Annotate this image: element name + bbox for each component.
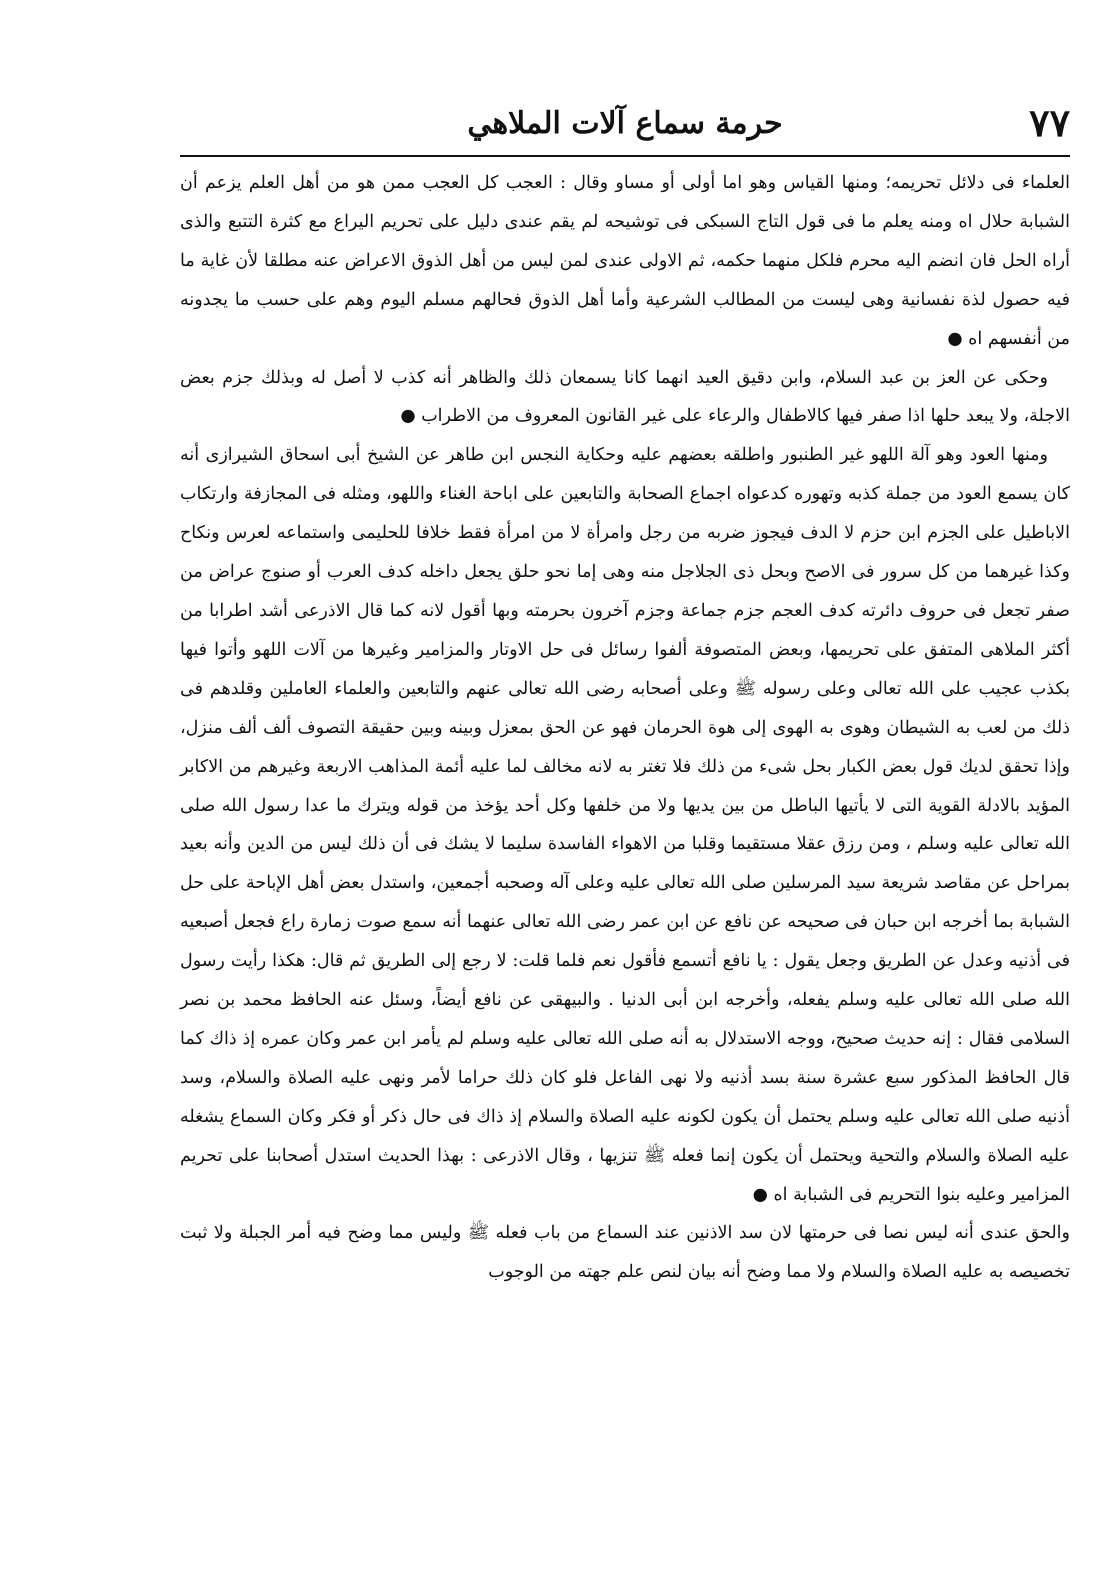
paragraph-1: العلماء فى دلائل تحريمه؛ ومنها القياس وهو اما أولى أو مساو وقال : العجب كل العجب ممن هو من أهل العلم يزعم أن الشبابة حلال اه ومنه يعلم ما فى قول التاج السبكى فى توشيحه لم يقم عندى دليل على تحريم اليراع مع كثرة التتبع والذى أراه الحل فان انضم اليه محرم فلكل منهما حكمه، ثم الاولى عندى لمن ليس من أهل الذوق الاعراض عنه مطلقا لأن غاية ما فيه حصول لذة نفسانية وهى ليست من المطالب الشرعية وأما أهل الذوق فحالهم مسلم اليوم وهم على حسب ما يجدونه من أنفسهم اه ● <box>180 173 1070 349</box>
paragraph-3: ومنها العود وهو آلة اللهو غير الطنبور واطلقه بعضهم عليه وحكاية النجس ابن طاهر عن الشيخ أبى اسحاق الشيرازى أنه كان يسمع العود من جملة كذبه وتهوره كدعواه اجماع الصحابة والتابعين على اباحة الغناء واللهو، ومثله فى المجازفة وارتكاب الاباطيل على الجزم ابن حزم لا الدف فيجوز ضربه من رجل وامرأة لا من امرأة فقط خلافا للحليمى واستماعه لعرس ونكاح وكذا غيرهما من كل سرور فى الاصح وبحل ذى الجلاجل منه وهى إما نحو حلق يجعل داخله كدف العرب أو صنوج عراض من صفر تجعل فى حروف دائرته كدف العجم جزم جماعة وجزم آخرون بحرمته وبها أقول لانه كما قال الاذرعى أشد اطرابا من أكثر الملاهى المتفق على تحريمها، وبعض المتصوفة ألفوا رسائل فى حل الاوتار والمزامير وغيرها من آلات اللهو وأتوا فيها بكذب عجيب على الله تعالى وعلى رسوله ﷺ وعلى أصحابه رضى الله تعالى عنهم والتابعين والعلماء العاملين وقلدهم فى ذلك من لعب به الشيطان وهوى به الهوى إلى هوة الحرمان فهو عن الحق بمعزل وبينه وبين حقيقة التصوف ألف ألف منزل، وإذا تحقق لديك قول بعض الكبار بحل شىء من ذلك فلا تغتر به لانه مخالف لما عليه أئمة المذاهب الاربعة وغيرهم من الاكابر المؤيد بالادلة القوية التى لا يأتيها الباطل من بين يديها ولا من خلفها وكل أحد يؤخذ من قوله ويترك ما عدا رسول الله صلى الله تعالى عليه وسلم ، ومن رزق عقلا مستقيما وقلبا من الاهواء الفاسدة سليما لا يشك فى أن ذلك ليس من الدين وأنه بعيد بمراحل عن مقاصد شريعة سيد المرسلين صلى الله تعالى عليه وعلى آله وصحبه أجمعين، واستدل بعض أهل الإباحة على حل الشبابة بما أخرجه ابن حبان فى صحيحه عن نافع عن ابن عمر رضى الله تعالى عنهما أنه سمع صوت زمارة راع فجعل أصبعيه فى أذنيه وعدل عن الطريق وجعل يقول : يا نافع أتسمع فأقول نعم فلما قلت: لا رجع إلى الطريق ثم قال: هكذا رأيت رسول الله صلى الله تعالى عليه وسلم يفعله، وأخرجه ابن أبى الدنيا . والبيهقى عن نافع أيضاً، وسئل عنه الحافظ محمد بن نصر السلامى فقال : إنه حديث صحيح، ووجه الاستدلال به أنه صلى الله تعالى عليه وسلم لم يأمر ابن عمر وكان عمره إذ ذاك كما قال الحافظ المذكور سبع عشرة سنة بسد أذنيه ولا نهى الفاعل فلو كان ذلك حراما لأمر ونهى عليه الصلاة والسلام، وسد أذنيه صلى الله تعالى عليه وسلم يحتمل أن يكون لكونه عليه الصلاة والسلام إذ ذاك فى حال ذكر أو فكر وكان السماع يشغله عليه الصلاة والسلام والتحية ويحتمل أن يكون إنما فعله ﷺ تنزيها ، وقال الاذرعى : بهذا الحديث استدل أصحابنا على تحريم المزامير وعليه بنوا التحريم فى الشبابة اه ● <box>180 445 1070 1205</box>
paragraph-4: والحق عندى أنه ليس نصا فى حرمتها لان سد الاذنين عند السماع من باب فعله ﷺ وليس مما وضح فيه أمر الجبلة ولا ثبت تخصيصه به عليه الصلاة والسلام ولا مما وضح أنه بيان لنص علم جهته من الوجوب <box>180 1223 1070 1283</box>
page-number: ٧٧ <box>1029 100 1070 145</box>
body-text <box>180 164 1070 1292</box>
page-header <box>180 96 1070 156</box>
header-rule <box>180 155 1070 157</box>
running-title: حرمة سماع آلات الملاهي <box>467 106 783 141</box>
paragraph-2: وحكى عن العز بن عبد السلام، وابن دقيق العيد انهما كانا يسمعان ذلك والظاهر أنه كذب لا أصل له وبذلك جزم بعض الاجلة، ولا يبعد حلها اذا صفر فيها كالاطفال والرعاء على غير القانون المعروف من الاطراب ● <box>180 367 1070 427</box>
